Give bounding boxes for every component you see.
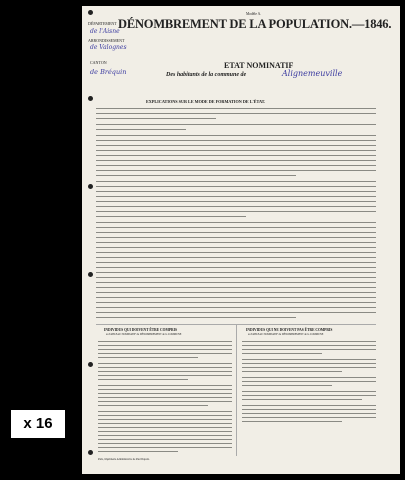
printer-note: Paris, Imprimerie Administrative de Paul Dupont. [98, 458, 150, 461]
binding-hole-icon [88, 184, 93, 189]
right-column-subheading: au TABLEAU NOMINATIF du DÉNOMBREMENT de la COMMUNE [248, 333, 324, 336]
commune-label: Des habitants de la commune de [166, 72, 247, 78]
dept-label: DÉPARTEMENT [88, 21, 117, 26]
modele-label: Modèle A. [246, 12, 262, 16]
right-column-heading: INDIVIDUS QUI NE DOIVENT PAS ÊTRE COMPRIS [246, 328, 333, 332]
explications-heading: EXPLICATIONS SUR LE MODE DE FORMATION DE L'ÉTAT. [146, 99, 266, 104]
binding-hole-icon [88, 450, 93, 455]
left-column-subheading: au TABLEAU NOMINATIF du DÉNOMBREMENT de la COMMUNE [106, 333, 182, 336]
archive-tag: x 16 [10, 409, 66, 439]
page-title: DÉNOMBREMENT DE LA POPULATION.—1846. [118, 17, 392, 31]
left-column-heading: INDIVIDUS QUI DOIVENT ÊTRE COMPRIS [104, 328, 178, 332]
arr-label: ARRONDISSEMENT [88, 38, 125, 43]
canton-value: de Bréquin [90, 68, 127, 76]
etat-heading: ETAT NOMINATIF [224, 61, 294, 70]
binding-hole-icon [88, 362, 93, 367]
binding-hole-icon [88, 96, 93, 101]
binding-hole-icon [88, 10, 93, 15]
canton-label: CANTON [90, 60, 107, 65]
arr-value: de Valognes [90, 44, 127, 51]
dept-value: de l'Aisne [90, 28, 120, 35]
binding-hole-icon [88, 272, 93, 277]
commune-value: Alignemeuville [282, 69, 343, 78]
document-page [82, 6, 400, 474]
